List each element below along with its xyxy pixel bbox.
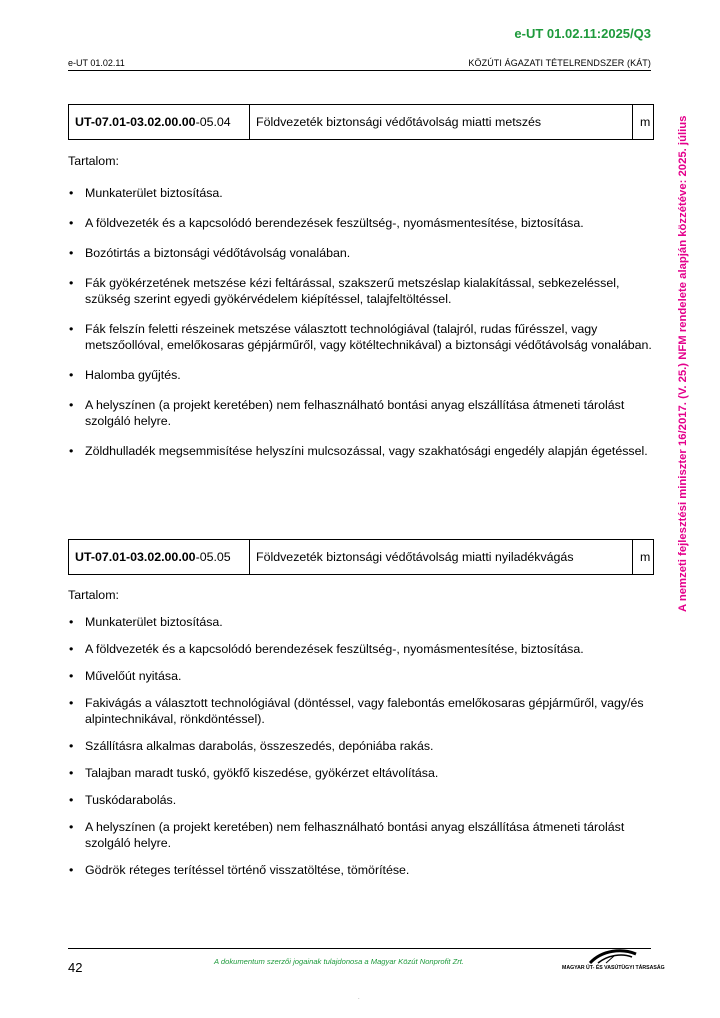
item-content [68,587,654,878]
item-code [69,105,250,139]
bullet-icon: • [69,863,74,877]
page-number: 42 [68,960,83,975]
list-item: • Művelőút nyitása. [69,669,182,683]
side-publication-note: A nemzeti fejlesztési miniszter 16/2017. (V. 25.) NFM rendelete alapján közzétéve: 2025. július [677,115,689,613]
organization-logo [562,946,665,974]
bullet-icon: • [69,246,74,260]
item-code-suffix: -05.04 [195,115,231,129]
bullet-icon: • [69,615,74,629]
list-item: • Fák gyökérzetének metszése kézi feltárással, szakszerű metszéslap kialakítással, sebkezeléssel, szükség szerint egyedi gyökérvédelem kiépítéssel, talajfeltöltéssel. [69,276,620,306]
content-heading: Tartalom: [68,154,119,168]
item-code-suffix: -05.05 [195,550,231,564]
item-header-table [68,104,654,140]
bullet-icon: • [69,216,74,230]
item-code-main: UT-07.01-03.02.00.00 [75,550,196,564]
bullet-icon: • [69,820,74,834]
item-unit: m [640,550,651,564]
bullet-icon: • [69,368,74,382]
content-list [68,185,654,459]
list-item: • Munkaterület biztosítása. [69,615,223,629]
list-item: • A földvezeték és a kapcsolódó berendezések feszültség-, nyomásmentesítése, biztosítása. [69,642,584,656]
bullet-icon: • [69,444,74,458]
list-item: • A helyszínen (a projekt keretében) nem felhasználható bontási anyag elszállítása átmeneti tárolást szolgáló helyre. [69,398,625,428]
list-item: • Munkaterület biztosítása. [69,186,223,200]
list-item: • Talajban maradt tuskó, gyökfő kiszedése, gyökérzet eltávolítása. [69,766,439,780]
list-item: • Zöldhulladék megsemmisítése helyszíni mulcsozással, vagy szakhatósági engedély alapján égetéssel. [69,444,648,458]
list-item: • A helyszínen (a projekt keretében) nem felhasználható bontási anyag elszállítása átmeneti tárolást szolgáló helyre. [69,820,625,850]
document-code: e-UT 01.02.11:2025/Q3 [514,26,651,41]
list-item: • A földvezeték és a kapcsolódó berendezések feszültség-, nyomásmentesítése, biztosítása. [69,216,584,230]
bullet-icon: • [69,669,74,683]
copyright-notice: A dokumentum szerzői jogainak tulajdonosa a Magyar Közút Nonprofit Zrt. [214,957,465,966]
content-list [68,614,654,878]
list-item: • Tuskódarabolás. [69,793,177,807]
header-right: KÖZÚTI ÁGAZATI TÉTELRENDSZER (KÁT) [468,58,651,68]
list-item: • Szállításra alkalmas darabolás, összeszedés, depóniába rakás. [69,739,434,753]
content-heading: Tartalom: [68,588,119,602]
header-divider [68,70,651,71]
list-item: • Halomba gyűjtés. [69,368,181,382]
bullet-icon: • [69,322,74,336]
bullet-icon: • [69,186,74,200]
road-logo-icon [562,946,654,966]
bullet-icon: • [69,766,74,780]
bullet-icon: • [69,276,74,290]
bullet-icon: • [69,696,74,710]
item-title: Földvezeték biztonsági védőtávolság miatti metszés [250,105,633,139]
list-item: • Fák felszín feletti részeinek metszése választott technológiával (talajról, rudas fűrésszel, vagy metszőollóval, emelőkosaras gépjárműről, vagy kötéltechnikával) a biztonsági védőtávolság vonalában. [69,322,652,352]
bullet-icon: • [69,793,74,807]
item-code [69,540,250,574]
list-item: • Bozótirtás a biztonsági védőtávolság vonalában. [69,246,351,260]
item-content [68,153,654,459]
item-header-table [68,539,654,575]
logo-text: MAGYAR ÚT- ÉS VASÚTÜGYI TÁRSASÁG [562,965,665,971]
list-item: • Gödrök réteges terítéssel történő visszatöltése, tömörítése. [69,863,410,877]
bullet-icon: • [69,739,74,753]
item-title: Földvezeték biztonsági védőtávolság miatti nyiladékvágás [250,540,633,574]
item-code-main: UT-07.01-03.02.00.00 [75,115,196,129]
bullet-icon: • [69,642,74,656]
page-mark: . [358,995,360,1001]
item-unit: m [640,115,651,129]
header-left: e-UT 01.02.11 [68,58,125,68]
list-item: • Fakivágás a választott technológiával (döntéssel, vagy falebontás emelőkosaras gépjárműről, vagy/és alpintechnikával, rönkdöntéssel). [69,696,644,726]
bullet-icon: • [69,398,74,412]
